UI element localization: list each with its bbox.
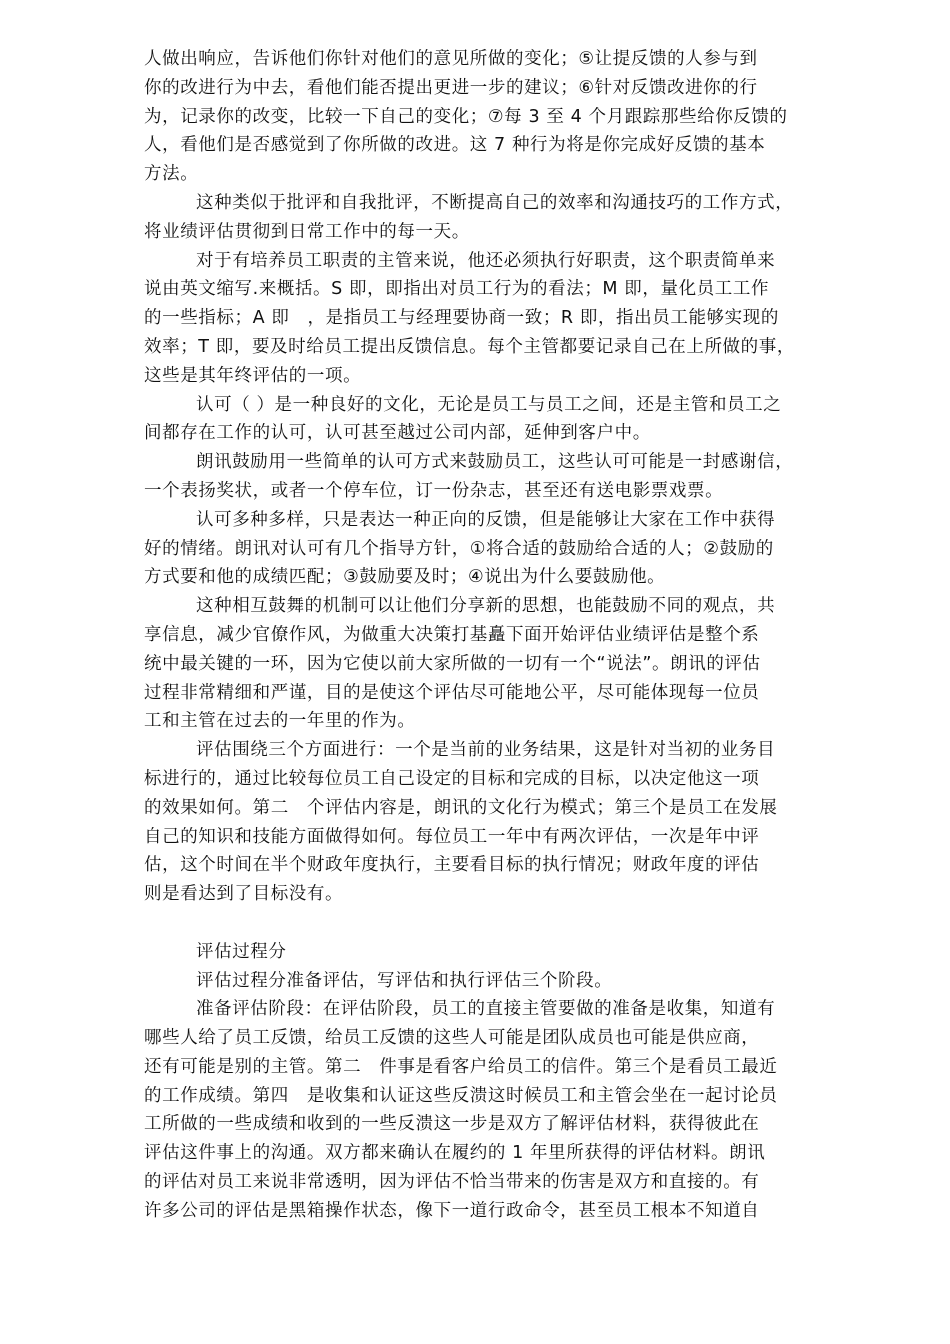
text-line: 哪些人给了员工反馈，给员工反馈的这些人可能是团队成员也可能是供应商， xyxy=(144,1028,760,1049)
text-line: 准备评估阶段：在评估阶段，员工的直接主管要做的准备是收集，知道有 xyxy=(196,999,776,1020)
text-line: 自己的知识和技能方面做得如何。每位员工一年中有两次评估，一次是年中评 xyxy=(144,826,760,847)
text-line: 这种类似于批评和自我批评，不断提高自己的效率和沟通技巧的工作方式， xyxy=(196,192,794,213)
text-line: 的效果如何。第二 个评估内容是，朗讯的文化行为模式；第三个是员工在发展 xyxy=(144,797,778,818)
text-line: 方式要和他的成绩匹配；③鼓励要及时；④说出为什么要鼓励他。 xyxy=(144,567,666,588)
text-line: 方法。 xyxy=(144,164,199,185)
text-line: 的评估对员工来说非常透明，因为评估不恰当带来的伤害是双方和直接的。有 xyxy=(144,1172,760,1193)
text-line: 估，这个时间在半个财政年度执行，主要看目标的执行情况；财政年度的评估 xyxy=(144,855,760,876)
text-line: 统中最关键的一环，因为它使以前大家所做的一切有一个“说法”。朗讯的评估 xyxy=(144,653,761,674)
text-line: 工所做的一些成绩和收到的一些反溃这一步是双方了解评估材料，获得彼此在 xyxy=(144,1114,760,1135)
text-line: 工和主管在过去的一年里的作为。 xyxy=(144,711,416,732)
text-line: 认可（ ）是一种良好的文化，无论是员工与员工之间，还是主管和员工之 xyxy=(196,394,782,415)
text-line: 人做出响应，告诉他们你针对他们的意见所做的变化；⑤让提反馈的人参与到 xyxy=(144,49,758,69)
text-line: 朗讯鼓励用一些简单的认可方式来鼓励员工，这些认可可能是一封感谢信， xyxy=(196,452,794,473)
text-line: 还有可能是别的主管。第二 件事是看客户给员工的信件。第三个是看员工最近 xyxy=(144,1056,778,1077)
text-line: 人，看他们是否感觉到了你所做的改进。这 7 种行为将是你完成好反馈的基本 xyxy=(144,135,766,156)
text-line: 认可多种多样，只是表达一种正向的反馈，但是能够让大家在工作中获得 xyxy=(196,509,776,530)
text-line: 的一些指标；A 即 ，是指员工与经理要协商一致；R 即，指出员工能够实现的 xyxy=(144,308,779,329)
text-line: 评估这件事上的沟通。双方都来确认在履约的 1 年里所获得的评估材料。朗讯 xyxy=(144,1143,766,1164)
text-line: 将业绩评估贯彻到日常工作中的每一天。 xyxy=(144,221,470,242)
text-line: 评估围绕三个方面进行：一个是当前的业务结果，这是针对当初的业务目 xyxy=(196,740,776,761)
text-line: 评估过程分 xyxy=(196,941,287,962)
text-line: 你的改进行为中去，看他们能否提出更进一步的建议；⑥针对反馈改进你的行 xyxy=(144,77,758,98)
body-text xyxy=(144,45,892,1226)
text-line: 一个表扬奖状，或者一个停车位，订一份杂志，甚至还有送电影票戏票。 xyxy=(144,480,724,501)
text-line: 这些是其年终评估的一项。 xyxy=(144,365,362,386)
text-line: 标进行的，通过比较每位员工自己设定的目标和完成的目标，以决定他这一项 xyxy=(144,768,760,789)
text-line: 则是看达到了目标没有。 xyxy=(144,884,344,905)
text-line: 对于有培养员工职责的主管来说，他还必须执行好职责，这个职责简单来 xyxy=(196,250,776,271)
text-line: 说由英文缩写.来概括。S 即，即指出对员工行为的看法；M 即，量化员工工作 xyxy=(144,279,770,300)
text-line: 评估过程分准备评估，写评估和执行评估三个阶段。 xyxy=(196,970,613,991)
text-line: 间都存在工作的认可，认可甚至越过公司内部，延伸到客户中。 xyxy=(144,423,651,444)
text-line: 好的情绪。朗讯对认可有几个指导方针，①将合适的鼓励给合适的人；②鼓励的 xyxy=(144,538,774,559)
text-line: 效率；T 即，要及时给员工提出反馈信息。每个主管都要记录自己在上所做的事， xyxy=(144,336,795,357)
text-line: 过程非常精细和严谨，目的是使这个评估尽可能地公平，尽可能体现每一位员 xyxy=(144,682,760,703)
text-line: 这种相互鼓舞的机制可以让他们分享新的思想，也能鼓励不同的观点，共 xyxy=(196,596,776,617)
text-line: 享信息，减少官僚作风，为做重大决策打基矗下面开始评估业绩评估是整个系 xyxy=(144,624,760,645)
blank-line xyxy=(144,909,892,938)
text-line: 为，记录你的改变，比较一下自己的变化；⑦每 3 至 4 个月跟踪那些给你反馈的 xyxy=(144,106,788,127)
text-line: 许多公司的评估是黑箱操作状态，像下一道行政命令，甚至员工根本不知道自 xyxy=(144,1200,760,1221)
text-line: 的工作成绩。第四 是收集和认证这些反溃这时候员工和主管会坐在一起讨论员 xyxy=(144,1085,778,1106)
